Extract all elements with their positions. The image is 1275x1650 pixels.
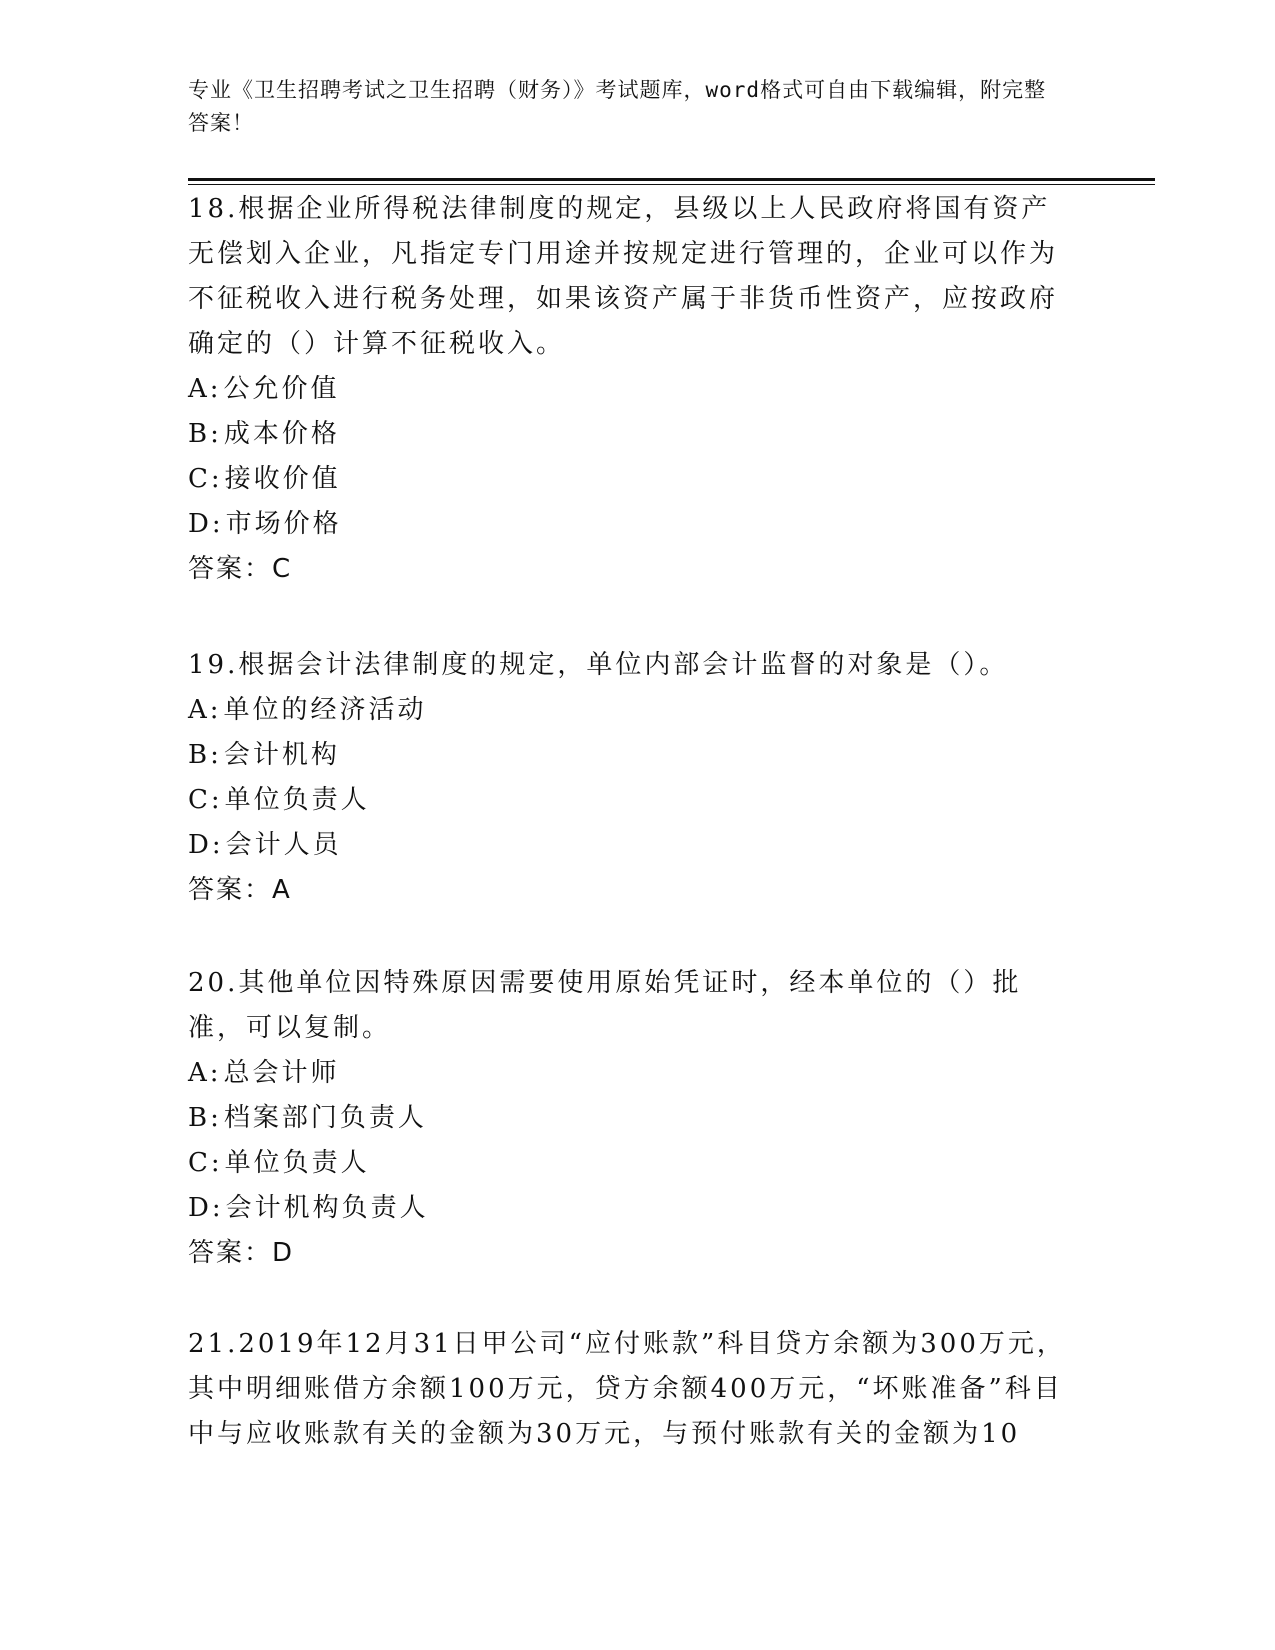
option-text: 单位负责人 bbox=[224, 785, 370, 815]
option-text: 公允价值 bbox=[223, 374, 340, 404]
question-text: 21.2019年12月31日甲公司“应付账款”科目贷方余额为300万元，其中明细账借方余额100万元，贷方余额400万元，“坏账准备”科目中与应收账款有关的金额为30万元，与预付账款有关的金额为10 bbox=[188, 1329, 1066, 1449]
header-divider-thick bbox=[188, 178, 1155, 181]
option-letter: A: bbox=[188, 374, 222, 404]
option-d bbox=[188, 502, 1068, 547]
option-letter: A: bbox=[188, 695, 222, 725]
option-letter: D: bbox=[188, 830, 224, 860]
option-text: 单位的经济活动 bbox=[223, 695, 427, 725]
option-d bbox=[188, 1186, 1068, 1231]
option-text: 会计机构 bbox=[223, 740, 340, 770]
option-letter: B: bbox=[188, 419, 222, 449]
option-letter: B: bbox=[188, 1103, 222, 1133]
document-header: 专业《卫生招聘考试之卫生招聘（财务）》考试题库，word格式可自由下载编辑，附完整答案！ bbox=[188, 78, 1047, 135]
option-letter: A: bbox=[188, 1058, 222, 1088]
option-b bbox=[188, 733, 1068, 778]
question-text: 18.根据企业所得税法律制度的规定，县级以上人民政府将国有资产无偿划入企业，凡指定专门用途并按规定进行管理的，企业可以作为不征税收入进行税务处理，如果该资产属于非货币性资产，应按政府确定的（）计算不征税收入。 bbox=[188, 194, 1059, 359]
option-letter: C: bbox=[188, 1148, 223, 1178]
option-c bbox=[188, 457, 1068, 502]
option-letter: D: bbox=[188, 1193, 224, 1223]
option-text: 档案部门负责人 bbox=[223, 1103, 427, 1133]
header-divider-thin bbox=[188, 184, 1155, 185]
answer-line: 答案：A bbox=[188, 875, 292, 905]
answer-line: 答案：C bbox=[188, 554, 293, 584]
option-a bbox=[188, 367, 1068, 412]
option-text: 成本价格 bbox=[223, 419, 340, 449]
question-text: 19.根据会计法律制度的规定，单位内部会计监督的对象是（）。 bbox=[188, 650, 1009, 680]
question-text: 20.其他单位因特殊原因需要使用原始凭证时，经本单位的（）批准，可以复制。 bbox=[188, 968, 1022, 1043]
option-a bbox=[188, 1051, 1068, 1096]
option-text: 单位负责人 bbox=[224, 1148, 370, 1178]
option-text: 总会计师 bbox=[223, 1058, 340, 1088]
option-d bbox=[188, 823, 1068, 868]
option-c bbox=[188, 1141, 1068, 1186]
option-b bbox=[188, 1096, 1068, 1141]
question-20 bbox=[188, 961, 1068, 1276]
option-c bbox=[188, 778, 1068, 823]
question-18 bbox=[188, 187, 1068, 592]
option-letter: C: bbox=[188, 785, 223, 815]
option-letter: D: bbox=[188, 509, 224, 539]
question-21 bbox=[188, 1322, 1068, 1457]
question-19 bbox=[188, 643, 1068, 913]
option-text: 会计机构负责人 bbox=[225, 1193, 429, 1223]
option-a bbox=[188, 688, 1068, 733]
option-letter: C: bbox=[188, 464, 223, 494]
option-letter: B: bbox=[188, 740, 222, 770]
option-b bbox=[188, 412, 1068, 457]
option-text: 会计人员 bbox=[225, 830, 342, 860]
option-text: 接收价值 bbox=[224, 464, 341, 494]
option-text: 市场价格 bbox=[225, 509, 342, 539]
answer-line: 答案：D bbox=[188, 1238, 295, 1268]
